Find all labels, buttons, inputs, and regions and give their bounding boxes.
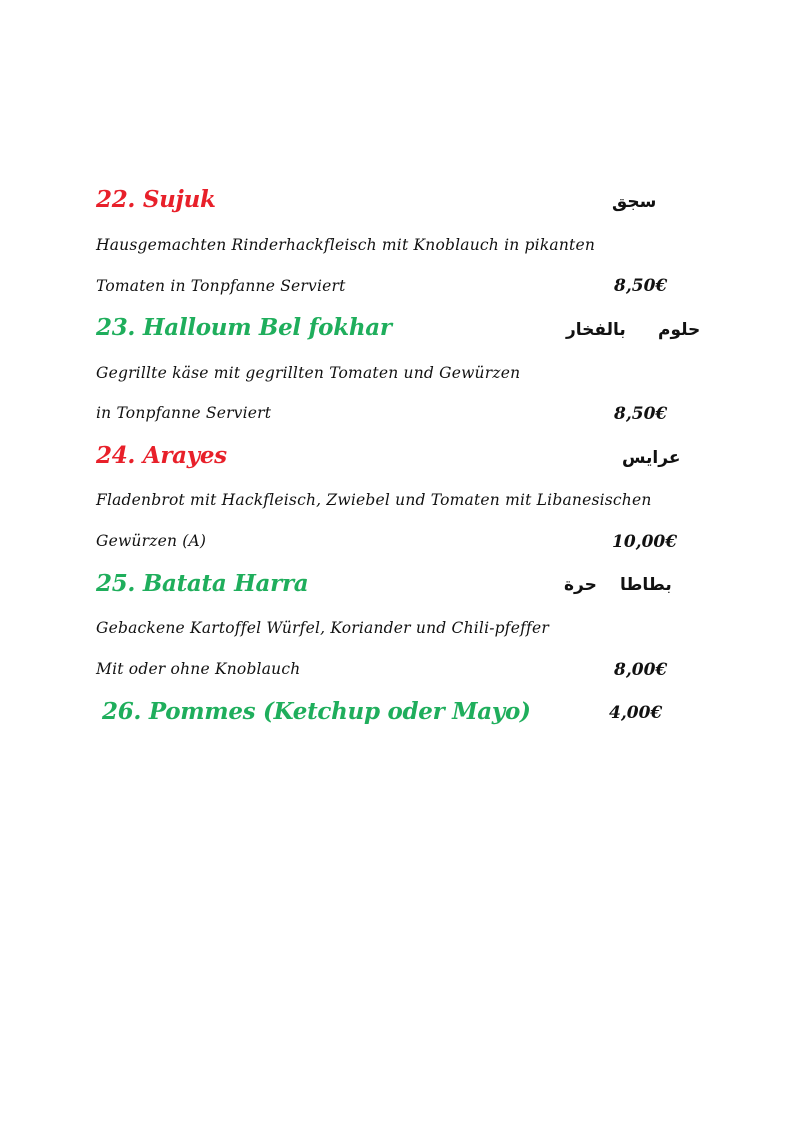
item-23-description-line-1: Gegrillte käse mit gegrillten Tomaten und Gewürzen	[96, 364, 521, 382]
item-22-description-line-2: Tomaten in Tonpfanne Serviert	[96, 277, 346, 295]
item-25-price: 8,00€	[614, 660, 668, 680]
item-23-title: 23. Halloum Bel fokhar	[96, 314, 392, 341]
item-23-arabic-word-2: بالفخار	[566, 320, 626, 340]
item-22-title: 22. Sujuk	[96, 186, 216, 213]
item-22-price: 8,50€	[614, 276, 668, 296]
item-26-title: 26. Pommes (Ketchup oder Mayo)	[102, 698, 531, 725]
item-26-price: 4,00€	[609, 703, 663, 723]
item-25-description-line-2: Mit oder ohne Knoblauch	[96, 660, 301, 678]
item-25-description-line-1: Gebackene Kartoffel Würfel, Koriander und Chili-pfeffer	[96, 619, 549, 637]
item-23-description-line-2: in Tonpfanne Serviert	[96, 404, 272, 422]
item-25-arabic-word-2: حرة	[564, 575, 597, 595]
item-24-price: 10,00€	[612, 532, 678, 552]
item-24-arabic-name: عرايس	[622, 448, 681, 468]
item-24-description-line-2: Gewürzen (A)	[96, 532, 207, 550]
item-22-arabic-name: سجق	[612, 192, 657, 212]
item-22-description-line-1: Hausgemachten Rinderhackfleisch mit Knoblauch in pikanten	[96, 236, 596, 254]
item-25-title: 25. Batata Harra	[96, 570, 309, 597]
item-23-arabic-word-1: حلوم	[658, 320, 701, 340]
item-24-description-line-1: Fladenbrot mit Hackfleisch, Zwiebel und Tomaten mit Libanesischen	[96, 491, 652, 509]
item-24-title: 24. Arayes	[96, 442, 227, 469]
item-23-price: 8,50€	[614, 404, 668, 424]
item-25-arabic-word-1: بطاطا	[620, 575, 672, 595]
